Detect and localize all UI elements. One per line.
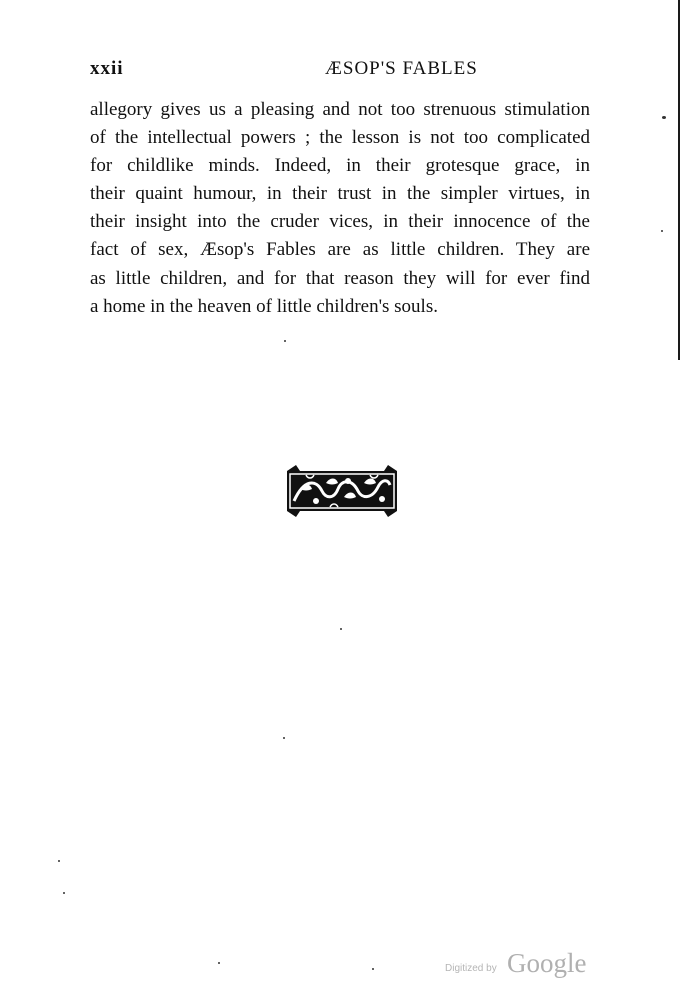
watermark-prefix: Digitized by [445, 963, 497, 974]
body-paragraph [90, 96, 590, 321]
watermark-brand: Google [507, 948, 587, 978]
digitized-watermark [445, 948, 595, 982]
paper-speck [284, 340, 286, 342]
text-line: their insight into the cruder vices, in their innocence of the [90, 211, 590, 233]
paper-speck [662, 116, 666, 119]
text-line: their quaint humour, in their trust in the simpler virtues, in [90, 183, 590, 205]
text-line: a home in the heaven of little children's souls. [90, 295, 438, 317]
text-line: fact of sex, Æsop's Fables are as little children. They are [90, 239, 590, 261]
paper-speck [63, 892, 65, 894]
page-edge-line [678, 0, 680, 360]
text-line: allegory gives us a pleasing and not too strenuous stimulation [90, 99, 590, 120]
running-title: ÆSOP'S FABLES [325, 58, 478, 79]
paper-speck [218, 962, 220, 964]
paper-speck [340, 628, 342, 630]
page-number: xxii [90, 58, 124, 79]
paper-speck [58, 860, 60, 862]
paper-speck [372, 968, 374, 970]
text-line: of the intellectual powers ; the lesson is not too complicated [90, 127, 590, 149]
page-header [90, 58, 590, 86]
paper-speck [283, 737, 285, 739]
paper-speck [661, 230, 663, 232]
text-line: as little children, and for that reason they will for ever find [90, 267, 590, 289]
leaf-scroll-ornament-icon [286, 465, 398, 517]
text-line: for childlike minds. Indeed, in their grotesque grace, in [90, 155, 590, 177]
